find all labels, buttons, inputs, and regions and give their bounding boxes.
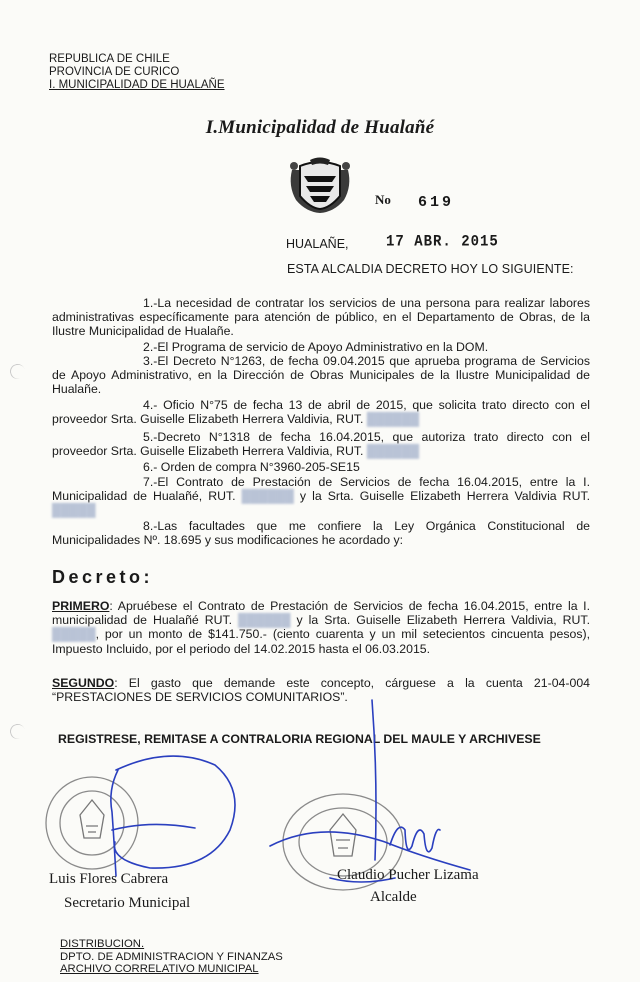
header-municipality: I. MUNICIPALIDAD DE HUALAÑE [49,79,225,91]
mayor-name: Claudio Pucher Lizama [337,867,479,883]
considerando-7-text-b: y la Srta. Guiselle Elizabeth Herrera Valdivia RUT. [299,489,591,504]
distribution-title: DISTRIBUCION. [60,938,145,950]
decree-number: 619 [418,194,455,211]
secretary-name: Luis Flores Cabrera [49,871,169,887]
segundo-text: : El gasto que demande este concepto, cárguese a la cuenta 21-04-004 “PRESTACIONES DE SERVICIOS COMUNITARIOS”. [52,676,590,705]
mayor-role: Alcalde [370,889,417,905]
considerando-1: 1.-La necesidad de contratar los servicios de una persona para realizar labores administrativas específicamente para atención de público, en el Departamento de Obras, de la Ilustre Municipalidad de Hualañe. [52,296,590,339]
secretary-stamp [46,777,138,869]
header-republic: REPUBLICA DE CHILE [49,53,170,65]
considerando-3: 3.-El Decreto N°1263, de fecha 09.04.2015 que aprueba programa de Servicios de Apoyo Administrativo, en la Dirección de Obras Municipales de la Ilustre Municipalidad de Hualañe. [52,354,590,397]
city-name: HUALAÑE, [286,237,349,251]
decree-date-stamp: 17 ABR. 2015 [386,232,499,252]
secretary-role: Secretario Municipal [64,895,191,911]
primero-label: PRIMERO [52,599,110,613]
primero-text-a: : Apruébese el Contrato de Prestación de Servicios de fecha 16.04.2015, entre la I. municipalidad de Hualañé RUT. [52,599,590,628]
considerando-8: 8.-Las facultades que me confiere la Ley Orgánica Constitucional de Municipalidades Nº. 18.695 y sus modificaciones he acordado y: [52,519,590,548]
considerando-5-text: 5.-Decreto N°1318 de fecha 16.04.2015, que autoriza trato directo con el proveedor Srta. Guiselle Elizabeth Herrera Valdivia, RUT. [52,430,590,459]
document-title: I.Municipalidad de Hualañé [205,117,435,138]
considerando-2: 2.-El Programa de servicio de Apoyo Administrativo en la DOM. [143,340,489,354]
redacted-rut: █████ [52,503,96,518]
distribution-line-1: DPTO. DE ADMINISTRACION Y FINANZAS [60,950,283,963]
secretary-signature [111,756,235,876]
registrese-line: REGISTRESE, REMITASE A CONTRALORIA REGIONAL DEL MAULE Y ARCHIVESE [58,732,541,746]
redacted-rut: ██████ [238,613,291,628]
redacted-rut: ██████ [366,444,420,459]
mayor-signature [270,700,470,882]
redacted-rut: ██████ [366,412,420,427]
primero-text-c: , por un monto de $141.750.- (ciento cuarenta y un mil setecientos cincuenta pesos), Impuesto Incluido, por el periodo del 14.02.2015 hasta el 06.03.2015. [52,627,590,656]
primero-text-b: y la Srta. Guiselle Elizabeth Herrera Valdivia, RUT. [296,613,590,628]
decreto-heading: Decreto: [52,567,154,587]
header-province: PROVINCIA DE CURICO [49,66,180,78]
considerando-4-text: 4.- Oficio N°75 de fecha 13 de abril de 2015, que solicita trato directo con el proveedor Srta. Guiselle Elizabeth Herrera Valdivia, RUT. [52,398,590,427]
distribution-list [60,938,283,976]
decree-number-label: No [375,192,391,207]
distribution-line-2: ARCHIVO CORRELATIVO MUNICIPAL [60,963,259,975]
decree-lead: ESTA ALCALDIA DECRETO HOY LO SIGUIENTE: [287,262,574,276]
considerando-6: 6.- Orden de compra N°3960-205-SE15 [143,460,360,474]
redacted-rut: ██████ [241,489,294,504]
redacted-rut: █████ [52,627,96,642]
considerando-7-text-a: 7.-El Contrato de Prestación de Servicios de fecha 16.04.2015, entre la I. Municipalidad de Hualañé, RUT. [52,475,590,504]
segundo-label: SEGUNDO [52,676,115,690]
